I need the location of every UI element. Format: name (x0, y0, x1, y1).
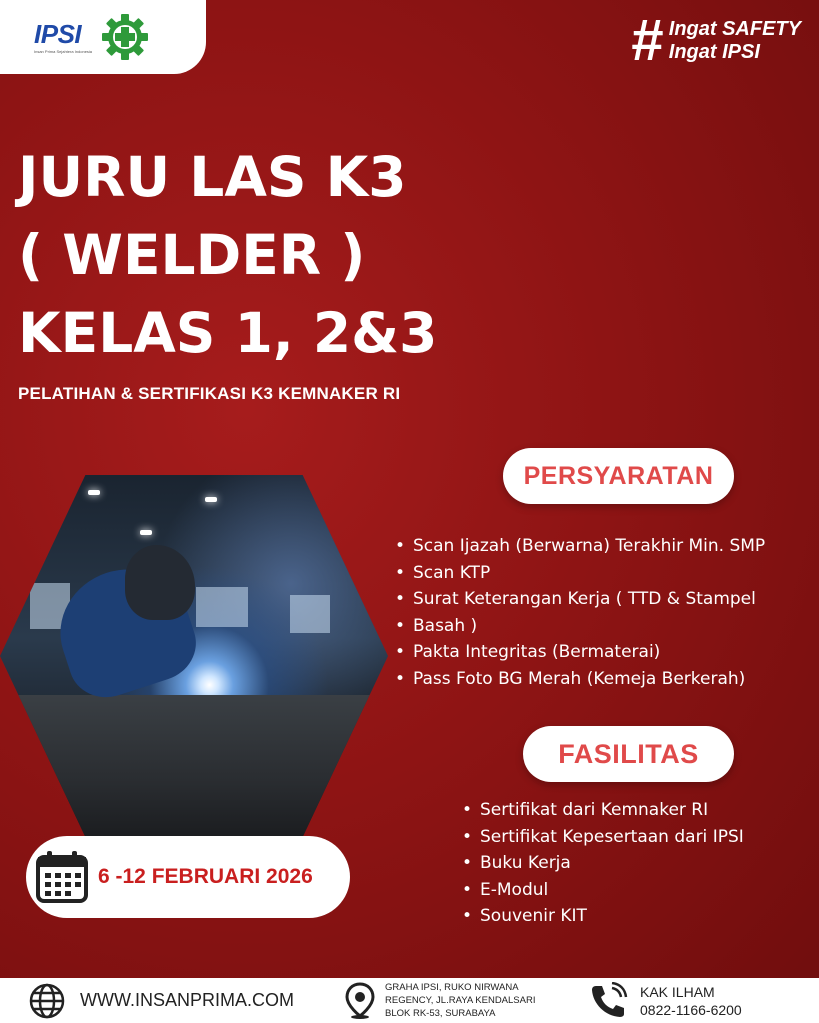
title-line-1: JURU LAS K3 (18, 145, 407, 209)
hashtag-symbol: # (630, 8, 663, 73)
list-item: • Surat Keterangan Kerja ( TTD & Stampel (393, 586, 813, 613)
logo-name: IPSI (34, 18, 82, 49)
list-item: • Scan Ijazah (Berwarna) Terakhir Min. SMP (393, 533, 813, 560)
date-badge (26, 836, 350, 918)
hashtag-line-1: Ingat SAFETY (668, 18, 801, 40)
facilities-list (460, 797, 800, 930)
contact-phone[interactable]: 0822-1166-6200 (640, 1001, 742, 1018)
footer-website[interactable] (28, 978, 294, 1023)
globe-icon (28, 982, 66, 1020)
list-item: • E-Modul (460, 877, 800, 904)
footer (0, 978, 819, 1023)
event-date: 6 -12 FEBRUARI 2026 (98, 865, 313, 888)
hashtag-line-2: Ingat IPSI (668, 41, 760, 63)
list-item-continuation: • Basah ) (393, 613, 813, 640)
footer-contact[interactable] (588, 978, 742, 1023)
phone-icon (588, 982, 628, 1020)
list-item: • Pass Foto BG Merah (Kemeja Berkerah) (393, 666, 813, 693)
map-pin-icon (345, 982, 375, 1020)
list-item: • Souvenir KIT (460, 903, 800, 930)
subtitle: PELATIHAN & SERTIFIKASI K3 KEMNAKER RI (18, 384, 401, 403)
page-title (18, 138, 437, 372)
contact-name: KAK ILHAM (640, 983, 715, 1000)
list-item: • Sertifikat Kepesertaan dari IPSI (460, 824, 800, 851)
logo-tagline: Insan Prima Sejahtera Indonesia (34, 48, 93, 54)
list-item: • Scan KTP (393, 560, 813, 587)
address-line-1: GRAHA IPSI, RUKO NIRWANA (385, 982, 519, 993)
footer-address (345, 978, 535, 1023)
list-item: • Pakta Integritas (Bermaterai) (393, 639, 813, 666)
logo-wordmark (34, 18, 93, 54)
list-item: • Buku Kerja (460, 850, 800, 877)
welder-photo (0, 475, 388, 837)
title-line-2: ( WELDER ) (18, 223, 366, 287)
gear-cross-icon (100, 12, 150, 62)
address-line-3: BLOK RK-53, SURABAYA (385, 1008, 496, 1019)
address-line-2: REGENCY, JL.RAYA KENDALSARI (385, 995, 536, 1006)
logo (0, 0, 206, 74)
calendar-icon (32, 847, 92, 907)
website-link[interactable]: WWW.INSANPRIMA.COM (80, 990, 294, 1010)
title-line-3: KELAS 1, 2&3 (18, 301, 438, 365)
facilities-heading: FASILITAS (523, 726, 734, 782)
list-item: • Sertifikat dari Kemnaker RI (460, 797, 800, 824)
requirements-list (393, 533, 813, 692)
hashtag (630, 8, 802, 73)
requirements-heading: PERSYARATAN (503, 448, 734, 504)
